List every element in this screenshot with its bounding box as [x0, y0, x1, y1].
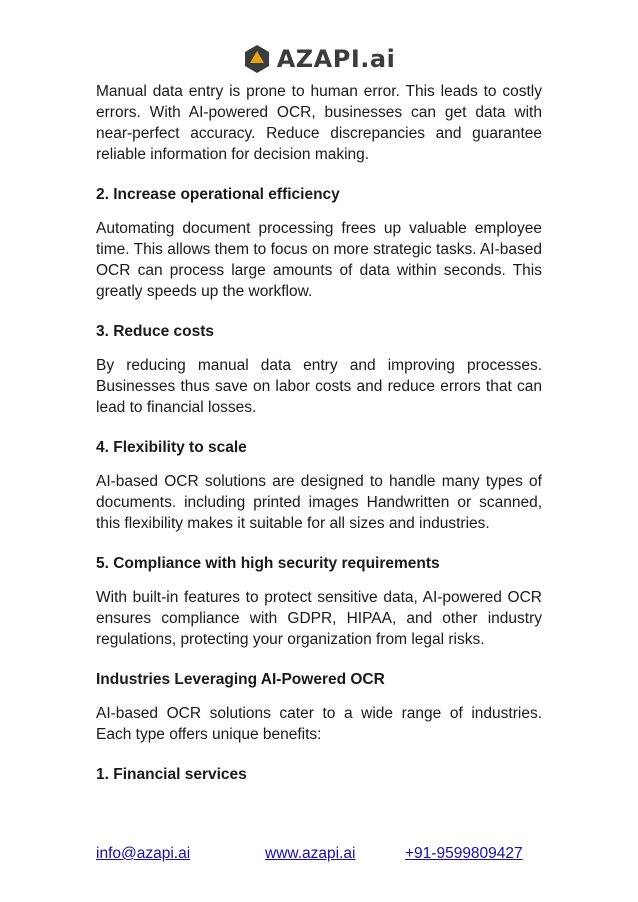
brand-logo: [0, 44, 638, 74]
section-paragraph-reduce-costs: By reducing manual data entry and improving processes. Businesses thus save on labor costs and reduce errors that can lead to financial losses.: [96, 357, 542, 416]
document-body: [96, 81, 542, 785]
section-heading-operational-efficiency: 2. Increase operational efficiency: [96, 186, 340, 203]
azapi-hexagon-logo-icon: [243, 44, 271, 74]
section-paragraph-operational-efficiency: Automating document processing frees up valuable employee time. This allows them to focus on more strategic tasks. AI-based OCR can process large amounts of data within seconds. This greatly speeds up the workflow.: [96, 220, 542, 300]
section-paragraph-industries: AI-based OCR solutions cater to a wide range of industries. Each type offers unique benefits:: [96, 705, 542, 743]
section-heading-compliance: 5. Compliance with high security requirements: [96, 555, 440, 572]
footer-website-link[interactable]: www.azapi.ai: [265, 845, 356, 862]
logo-text: AZAPI.ai: [276, 45, 396, 73]
footer-email-link[interactable]: info@azapi.ai: [96, 845, 191, 862]
section-heading-flexibility: 4. Flexibility to scale: [96, 439, 247, 456]
section-heading-reduce-costs: 3. Reduce costs: [96, 323, 215, 340]
section-heading-financial-services: 1. Financial services: [96, 766, 247, 783]
intro-paragraph: Manual data entry is prone to human error. This leads to costly errors. With AI-powered OCR, businesses can get data with near-perfect accuracy. Reduce discrepancies and guarantee reliable information for decision making.: [96, 83, 542, 163]
section-paragraph-compliance: With built-in features to protect sensitive data, AI-powered OCR ensures compliance with GDPR, HIPAA, and other industry regulations, protecting your organization from legal risks.: [96, 589, 542, 648]
section-heading-industries: Industries Leveraging AI-Powered OCR: [96, 671, 385, 688]
footer-phone-link[interactable]: +91-9599809427: [405, 845, 523, 862]
section-paragraph-flexibility: AI-based OCR solutions are designed to handle many types of documents. including printed images Handwritten or scanned, this flexibility makes it suitable for all sizes and industries.: [96, 473, 542, 532]
